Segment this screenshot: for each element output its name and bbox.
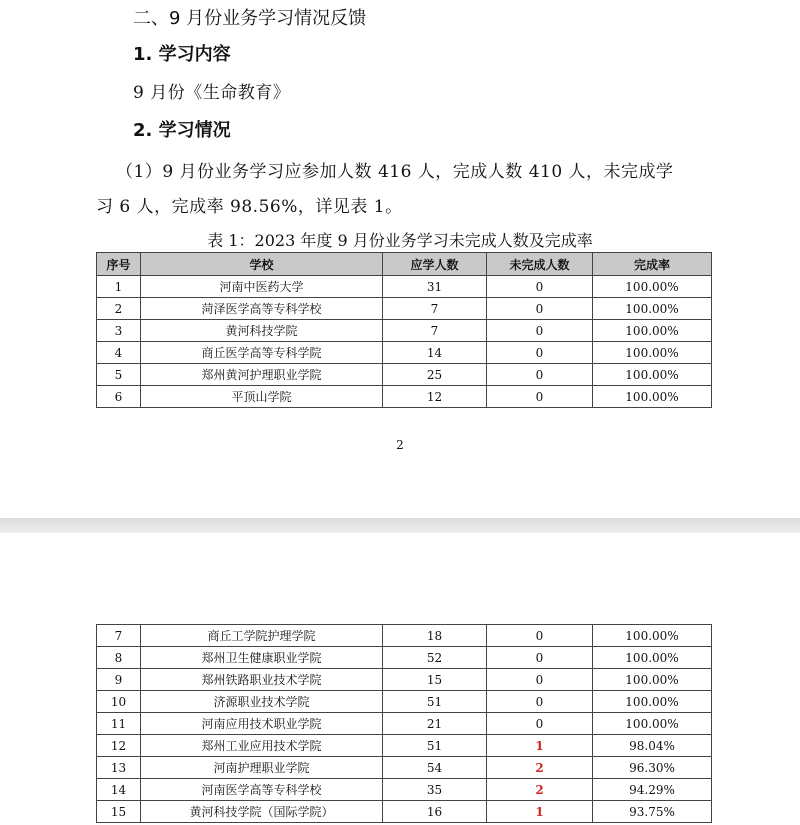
cell-rate: 100.00% [593, 647, 712, 669]
cell-incomplete: 0 [487, 625, 593, 647]
cell-required: 54 [383, 757, 487, 779]
cell-incomplete: 1 [487, 735, 593, 757]
cell-incomplete: 0 [487, 364, 593, 386]
table-row [97, 647, 712, 669]
table-row [97, 320, 712, 342]
cell-rate: 100.00% [593, 342, 712, 364]
cell-index: 12 [97, 735, 141, 757]
cell-school: 黄河科技学院（国际学院） [141, 801, 383, 823]
paragraph-line-2: 习 6 人，完成率 98.56%，详见表 1。 [96, 197, 403, 217]
table-caption: 表 1：2023 年度 9 月份业务学习未完成人数及完成率 [207, 231, 593, 250]
page-gap [0, 518, 800, 533]
cell-index: 1 [97, 276, 141, 298]
cell-index: 5 [97, 364, 141, 386]
cell-incomplete: 1 [487, 801, 593, 823]
cell-required: 35 [383, 779, 487, 801]
cell-required: 25 [383, 364, 487, 386]
header-school: 学校 [141, 253, 383, 276]
cell-required: 14 [383, 342, 487, 364]
header-incomplete: 未完成人数 [487, 253, 593, 276]
cell-index: 6 [97, 386, 141, 408]
cell-index: 14 [97, 779, 141, 801]
cell-rate: 96.30% [593, 757, 712, 779]
cell-incomplete: 2 [487, 757, 593, 779]
table-row [97, 757, 712, 779]
cell-school: 郑州铁路职业技术学院 [141, 669, 383, 691]
cell-incomplete: 0 [487, 386, 593, 408]
table-row [97, 713, 712, 735]
cell-school: 郑州工业应用技术学院 [141, 735, 383, 757]
cell-required: 15 [383, 669, 487, 691]
subheading-content: 1. 学习内容 [133, 44, 231, 65]
table-row [97, 276, 712, 298]
cell-incomplete: 0 [487, 669, 593, 691]
cell-index: 2 [97, 298, 141, 320]
cell-school: 郑州卫生健康职业学院 [141, 647, 383, 669]
cell-incomplete: 0 [487, 298, 593, 320]
cell-school: 济源职业技术学院 [141, 691, 383, 713]
table-row [97, 779, 712, 801]
completion-table-part-1 [96, 252, 712, 408]
cell-school: 平顶山学院 [141, 386, 383, 408]
cell-school: 河南应用技术职业学院 [141, 713, 383, 735]
cell-index: 10 [97, 691, 141, 713]
cell-rate: 100.00% [593, 691, 712, 713]
table-row [97, 364, 712, 386]
document-page-2 [0, 533, 800, 825]
cell-index: 9 [97, 669, 141, 691]
table-row [97, 801, 712, 823]
page-number: 2 [396, 438, 404, 452]
cell-index: 13 [97, 757, 141, 779]
cell-index: 8 [97, 647, 141, 669]
cell-incomplete: 2 [487, 779, 593, 801]
cell-required: 51 [383, 691, 487, 713]
cell-required: 7 [383, 298, 487, 320]
cell-rate: 100.00% [593, 625, 712, 647]
cell-rate: 100.00% [593, 320, 712, 342]
cell-school: 河南医学高等专科学校 [141, 779, 383, 801]
cell-rate: 98.04% [593, 735, 712, 757]
header-required: 应学人数 [383, 253, 487, 276]
cell-rate: 100.00% [593, 298, 712, 320]
cell-required: 16 [383, 801, 487, 823]
table-row [97, 386, 712, 408]
cell-incomplete: 0 [487, 342, 593, 364]
paragraph-line-1: （1）9 月份业务学习应参加人数 416 人，完成人数 410 人，未完成学 [116, 162, 674, 182]
cell-incomplete: 0 [487, 713, 593, 735]
cell-index: 11 [97, 713, 141, 735]
table-row [97, 342, 712, 364]
cell-incomplete: 0 [487, 276, 593, 298]
cell-school: 河南护理职业学院 [141, 757, 383, 779]
cell-rate: 100.00% [593, 364, 712, 386]
cell-index: 15 [97, 801, 141, 823]
cell-required: 31 [383, 276, 487, 298]
table-row [97, 735, 712, 757]
cell-required: 51 [383, 735, 487, 757]
cell-rate: 94.29% [593, 779, 712, 801]
cell-school: 黄河科技学院 [141, 320, 383, 342]
subheading-status: 2. 学习情况 [133, 120, 231, 141]
cell-index: 4 [97, 342, 141, 364]
cell-incomplete: 0 [487, 691, 593, 713]
cell-school: 菏泽医学高等专科学校 [141, 298, 383, 320]
cell-school: 郑州黄河护理职业学院 [141, 364, 383, 386]
table-row [97, 669, 712, 691]
content-line: 9 月份《生命教育》 [133, 83, 291, 103]
completion-table-part-2 [96, 624, 712, 823]
cell-required: 52 [383, 647, 487, 669]
cell-rate: 100.00% [593, 669, 712, 691]
cell-incomplete: 0 [487, 647, 593, 669]
cell-index: 7 [97, 625, 141, 647]
table-row [97, 691, 712, 713]
header-rate: 完成率 [593, 253, 712, 276]
cell-rate: 93.75% [593, 801, 712, 823]
cell-required: 21 [383, 713, 487, 735]
cell-required: 18 [383, 625, 487, 647]
cell-school: 河南中医药大学 [141, 276, 383, 298]
cell-rate: 100.00% [593, 276, 712, 298]
table-row [97, 298, 712, 320]
table-header-row [97, 253, 712, 276]
section-heading: 二、9 月份业务学习情况反馈 [133, 8, 367, 29]
cell-index: 3 [97, 320, 141, 342]
cell-school: 商丘医学高等专科学院 [141, 342, 383, 364]
cell-required: 7 [383, 320, 487, 342]
header-index: 序号 [97, 253, 141, 276]
cell-school: 商丘工学院护理学院 [141, 625, 383, 647]
cell-required: 12 [383, 386, 487, 408]
cell-rate: 100.00% [593, 713, 712, 735]
table-row [97, 625, 712, 647]
cell-incomplete: 0 [487, 320, 593, 342]
cell-rate: 100.00% [593, 386, 712, 408]
